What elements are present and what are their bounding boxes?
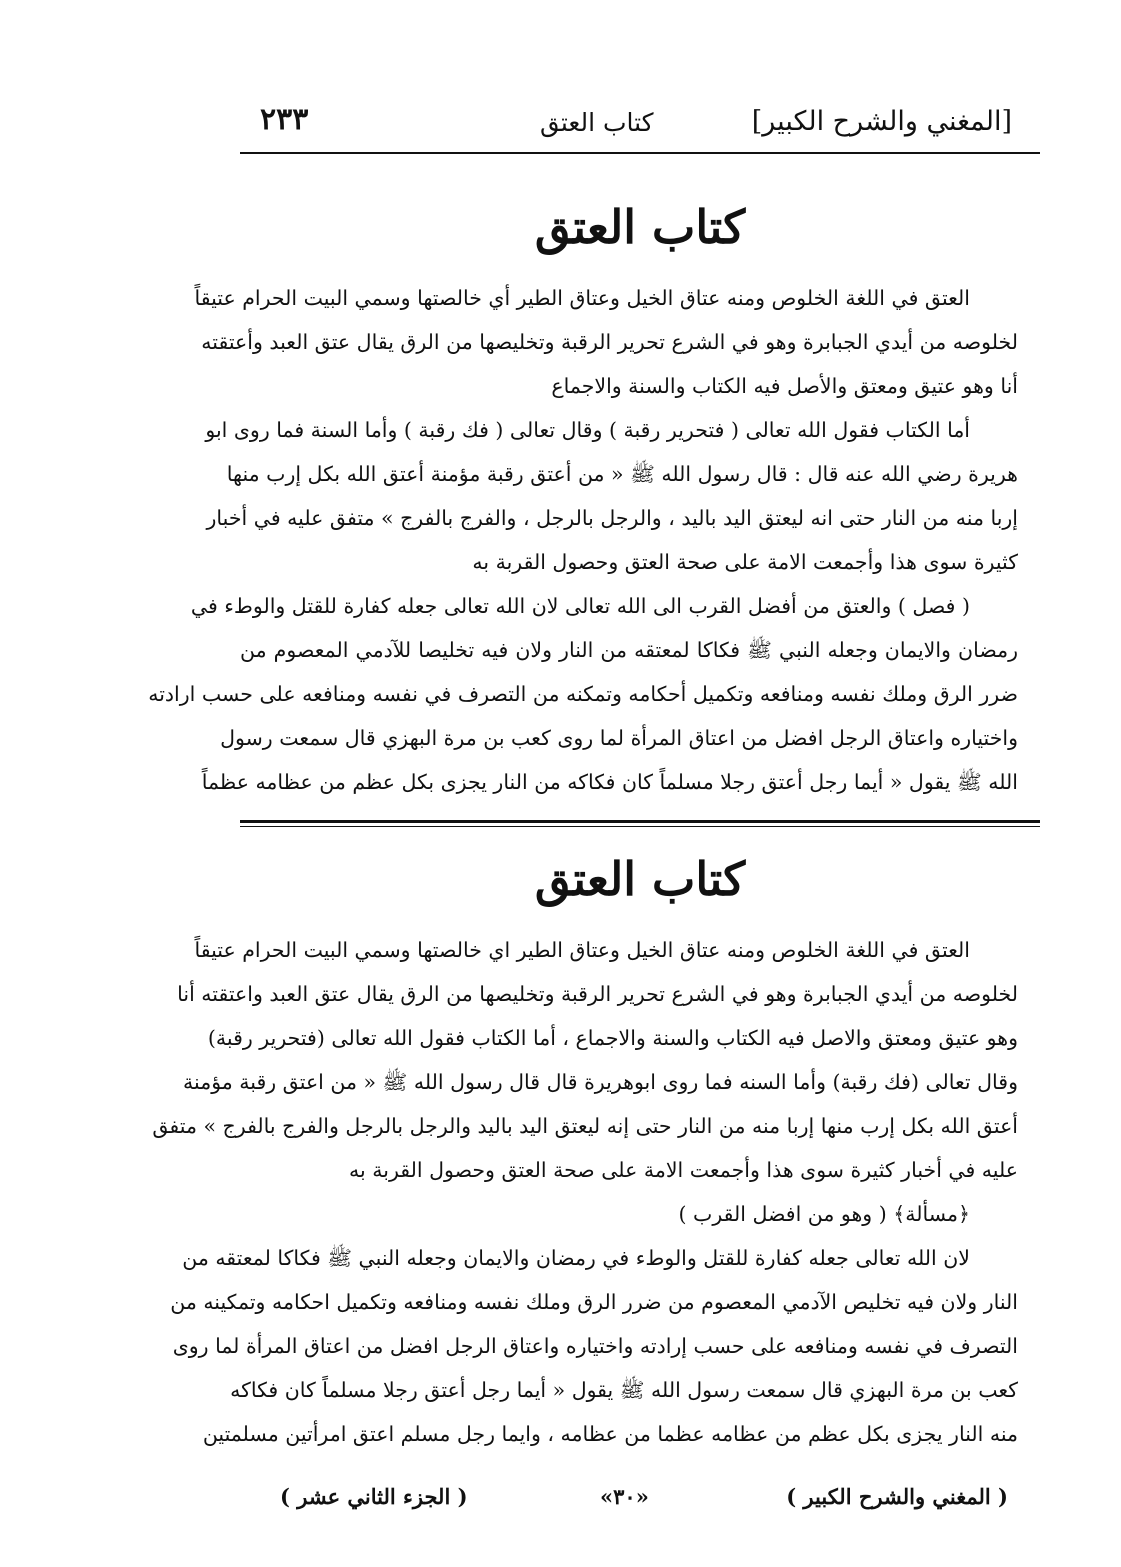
text-line: منه النار يجزى بكل عظم من عظامه عظما من عظامه ، وايما رجل مسلم اعتق امرأتين مسلمتين <box>202 1422 1018 1446</box>
section-separator <box>240 820 1040 829</box>
text-line: أنا وهو عتيق ومعتق والأصل فيه الكتاب والسنة والاجماع <box>551 374 1018 398</box>
text-line: ضرر الرق وملك نفسه ومنافعه وتكميل أحكامه وتمكنه من التصرف في نفسه ومنافعه على حسب ارادته <box>148 682 1018 706</box>
header-chapter: كتاب العتق <box>540 108 654 137</box>
chapter-title-top: كتاب العتق <box>534 200 746 254</box>
footer-volume: ( الجزء الثاني عشر ) <box>280 1484 468 1509</box>
text-line: إربا منه من النار حتى انه ليعتق اليد باليد ، والرجل بالرجل ، والفرج بالفرج » متفق عليه في أخبار <box>206 506 1018 530</box>
text-line: العتق في اللغة الخلوص ومنه عتاق الخيل وعتاق الطير أي خالصتها وسمي البيت الحرام عتيقاً <box>194 286 970 310</box>
text-line: العتق في اللغة الخلوص ومنه عتاق الخيل وعتاق الطير اي خالصتها وسمي البيت الحرام عتيقاً <box>194 938 970 962</box>
text-line: أعتق الله بكل إرب منها إربا منه من النار حتى إنه ليعتق اليد باليد والرجل بالرجل والفرج بالفرج » متفق <box>152 1114 1018 1138</box>
text-line: هريرة رضي الله عنه قال : قال رسول الله ﷺ « من أعتق رقبة مؤمنة أعتق الله بكل إرب منها <box>226 462 1018 486</box>
text-line: لان الله تعالى جعله كفارة للقتل والوطء في رمضان والايمان وجعله النبي ﷺ فكاكا لمعتقه من <box>182 1246 970 1270</box>
page-header <box>240 100 1040 150</box>
text-line: كثيرة سوى هذا وأجمعت الامة على صحة العتق وحصول القربة به <box>472 550 1018 574</box>
page-footer <box>240 1484 1040 1524</box>
footer-page-number: «٣٠» <box>600 1484 649 1509</box>
text-line: عليه في أخبار كثيرة سوى هذا وأجمعت الامة على صحة العتق وحصول القربة به <box>349 1158 1018 1182</box>
header-rule <box>240 152 1040 154</box>
text-line: النار ولان فيه تخليص الآدمي المعصوم من ضرر الرق وملك نفسه ومنافعه وتكميل احكامه وتمكينه من <box>170 1290 1018 1314</box>
bottom-text-block <box>152 928 1018 1456</box>
top-text-block <box>148 276 1018 804</box>
text-line: لخلوصه من أيدي الجبابرة وهو في الشرع تحرير الرقبة وتخليصها من الرق يقال عتق العبد واعتقته أنا <box>177 982 1018 1006</box>
text-line: رمضان والايمان وجعله النبي ﷺ فكاكا لمعتقه من النار ولان فيه تخليصا للآدمي المعصوم من <box>240 638 1018 662</box>
text-line: واختياره واعتاق الرجل افضل من اعتاق المرأة لما روى كعب بن مرة البهزي قال سمعت رسول <box>220 726 1018 750</box>
text-line: الله ﷺ يقول « أيما رجل أعتق رجلا مسلماً كان فكاكه من النار يجزى بكل عظم من عظامه عظماً <box>201 770 1018 794</box>
text-line: وهو عتيق ومعتق والاصل فيه الكتاب والسنة والاجماع ، أما الكتاب فقول الله تعالى (فتحرير رقبة) <box>207 1026 1018 1050</box>
header-page-number: ٢٣٣ <box>260 102 309 137</box>
text-line: التصرف في نفسه ومنافعه على حسب إرادته واختياره واعتاق الرجل افضل من اعتاق المرأة لما روى <box>172 1334 1018 1358</box>
footer-book-title: ( المغني والشرح الكبير ) <box>786 1484 1008 1509</box>
masala-heading: ﴿مسألة﴾ ( وهو من افضل القرب ) <box>678 1202 970 1226</box>
text-line: لخلوصه من أيدي الجبابرة وهو في الشرع تحرير الرقبة وتخليصها من الرق يقال عتق العبد وأعتقته <box>201 330 1018 354</box>
header-book-title: [المغني والشرح الكبير] <box>751 106 1012 137</box>
text-line: وقال تعالى (فك رقبة) وأما السنه فما روى ابوهريرة قال قال رسول الله ﷺ « من اعتق رقبة مؤمنة <box>183 1070 1018 1094</box>
chapter-title-bottom: كتاب العتق <box>534 852 746 906</box>
text-line: كعب بن مرة البهزي قال سمعت رسول الله ﷺ يقول « أيما رجل أعتق رجلا مسلماً كان فكاكه <box>230 1378 1018 1402</box>
text-line: ( فصل ) والعتق من أفضل القرب الى الله تعالى لان الله تعالى جعله كفارة للقتل والوطء في <box>190 594 970 618</box>
text-line: أما الكتاب فقول الله تعالى ( فتحرير رقبة ) وقال تعالى ( فك رقبة ) وأما السنة فما روى ابو <box>205 418 970 442</box>
